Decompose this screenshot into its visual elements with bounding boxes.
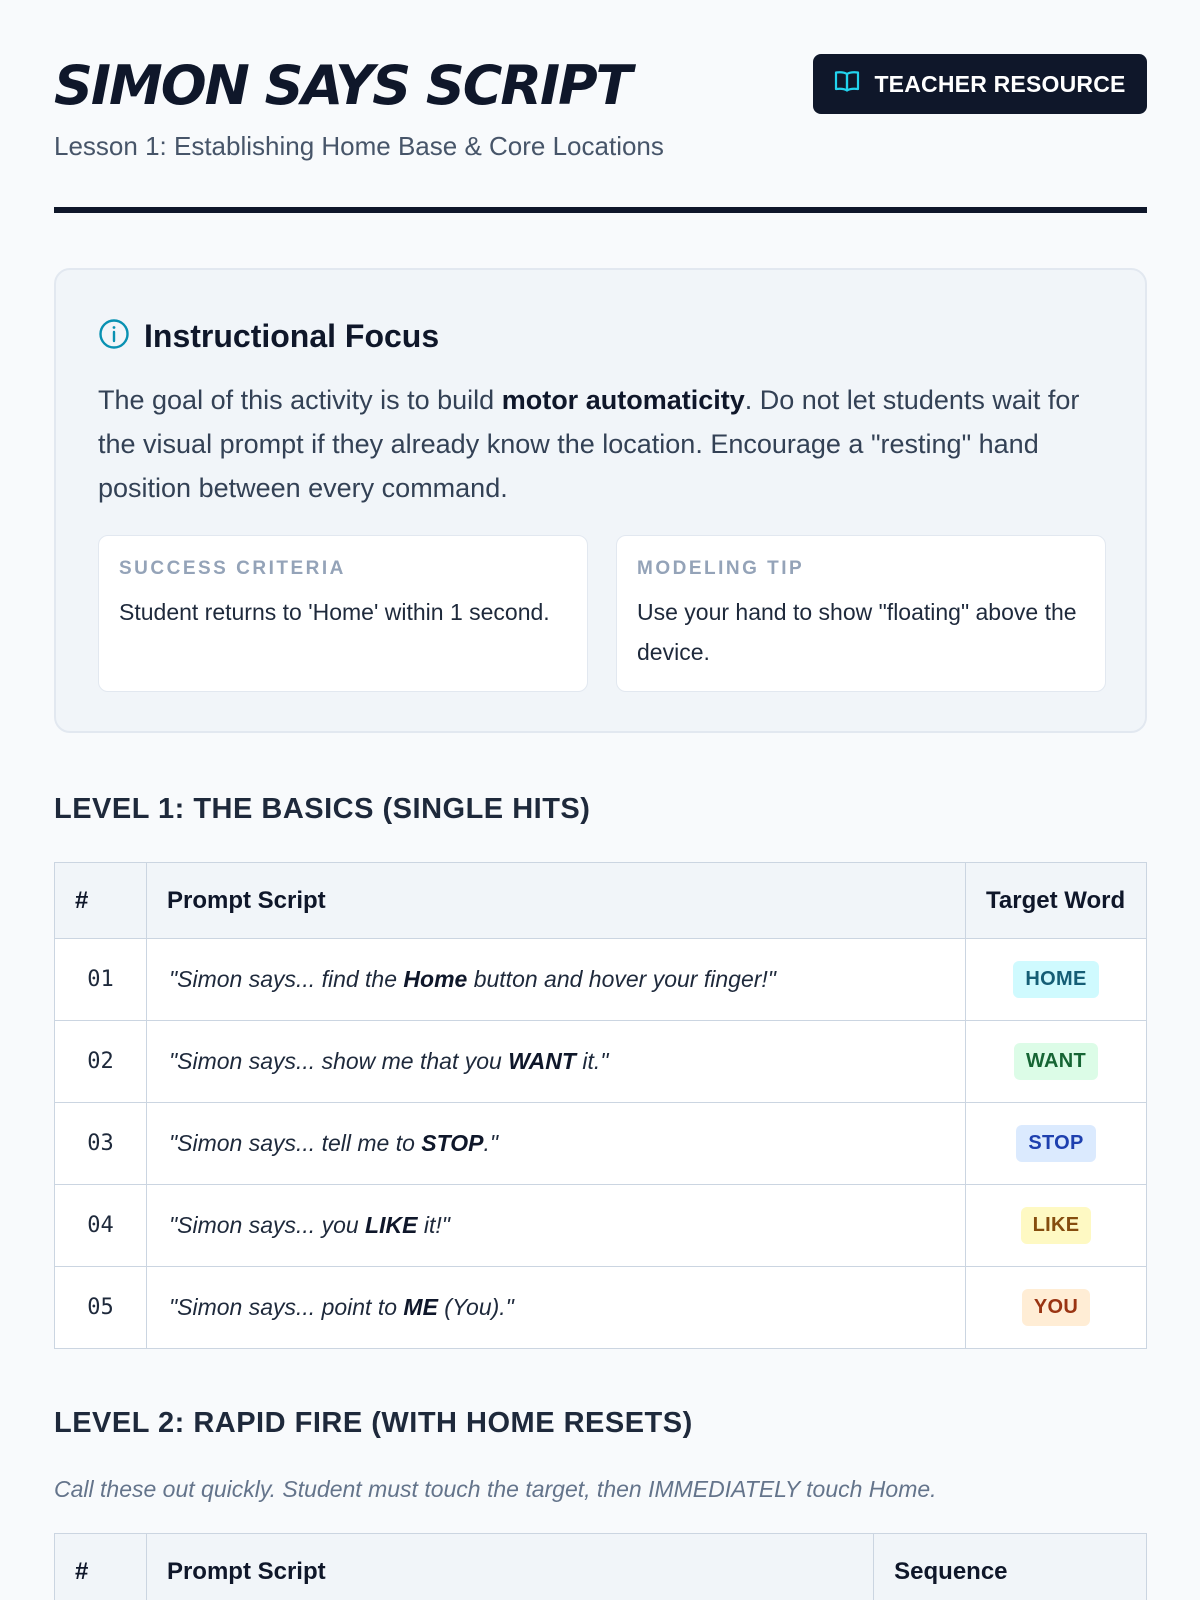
page bbox=[54, 0, 1147, 1585]
modeling-tip-box bbox=[616, 535, 1106, 692]
page-header bbox=[54, 0, 1147, 216]
focus-description: The goal of this activity is to build motor automaticity. Do not let students wait for the visual prompt if they already know the location. Encourage a "resting" hand position between every command. bbox=[98, 385, 1080, 503]
column-header-number: # bbox=[55, 863, 147, 939]
row-number: 02 bbox=[55, 1021, 147, 1103]
teacher-resource-badge bbox=[813, 54, 1147, 114]
modeling-tip-text: Use your hand to show "floating" above the device. bbox=[637, 599, 1077, 665]
prompt-script: "Simon says... point to ME (You)." bbox=[146, 1267, 965, 1349]
target-word-tag: HOME bbox=[1013, 961, 1098, 998]
level1-table bbox=[54, 862, 1147, 1349]
table-row bbox=[55, 1185, 1147, 1267]
row-number: 04 bbox=[55, 1185, 147, 1267]
target-word-tag: STOP bbox=[1016, 1125, 1095, 1162]
success-criteria-text: Student returns to 'Home' within 1 second. bbox=[119, 599, 550, 625]
level2-instructions: Call these out quickly. Student must touch the target, then IMMEDIATELY touch Home. bbox=[54, 1476, 937, 1502]
row-number: 03 bbox=[55, 1103, 147, 1185]
row-number: 05 bbox=[55, 1267, 147, 1349]
table-row bbox=[55, 939, 1147, 1021]
page-subtitle: Lesson 1: Establishing Home Base & Core Locations bbox=[54, 131, 664, 161]
target-word-tag: LIKE bbox=[1021, 1207, 1092, 1244]
table-row bbox=[55, 1021, 1147, 1103]
column-header-number: # bbox=[55, 1534, 147, 1600]
prompt-script: "Simon says... you LIKE it!" bbox=[146, 1185, 965, 1267]
page-title: SIMON SAYS SCRIPT bbox=[54, 54, 631, 117]
level2-table bbox=[54, 1533, 1147, 1600]
badge-label: TEACHER RESOURCE bbox=[874, 70, 1126, 97]
target-word-tag: WANT bbox=[1014, 1043, 1098, 1080]
info-circle-icon bbox=[98, 318, 130, 355]
modeling-tip-label: MODELING TIP bbox=[637, 558, 805, 579]
focus-emphasis: motor automaticity bbox=[501, 385, 745, 415]
row-number: 01 bbox=[55, 939, 147, 1021]
prompt-script: "Simon says... find the Home button and hover your finger!" bbox=[146, 939, 965, 1021]
focus-heading: Instructional Focus bbox=[144, 318, 440, 354]
level2-title: LEVEL 2: RAPID FIRE (WITH HOME RESETS) bbox=[54, 1407, 693, 1439]
table-row bbox=[55, 1267, 1147, 1349]
column-header-prompt: Prompt Script bbox=[146, 863, 965, 939]
book-open-icon bbox=[834, 69, 860, 99]
column-header-prompt: Prompt Script bbox=[146, 1534, 873, 1600]
focus-heading-row bbox=[98, 318, 439, 355]
target-word-tag: YOU bbox=[1022, 1289, 1090, 1326]
table-header-row bbox=[55, 1534, 1147, 1600]
prompt-script: "Simon says... tell me to STOP." bbox=[146, 1103, 965, 1185]
column-header-target: Target Word bbox=[966, 863, 1147, 939]
table-header-row bbox=[55, 863, 1147, 939]
success-criteria-label: SUCCESS CRITERIA bbox=[119, 558, 346, 579]
column-header-sequence: Sequence bbox=[874, 1534, 1147, 1600]
header-divider bbox=[54, 207, 1147, 213]
instructional-focus-card bbox=[54, 268, 1147, 733]
table-row bbox=[55, 1103, 1147, 1185]
level1-title: LEVEL 1: THE BASICS (SINGLE HITS) bbox=[54, 793, 591, 825]
prompt-script: "Simon says... show me that you WANT it." bbox=[146, 1021, 965, 1103]
success-criteria-box bbox=[98, 535, 588, 692]
